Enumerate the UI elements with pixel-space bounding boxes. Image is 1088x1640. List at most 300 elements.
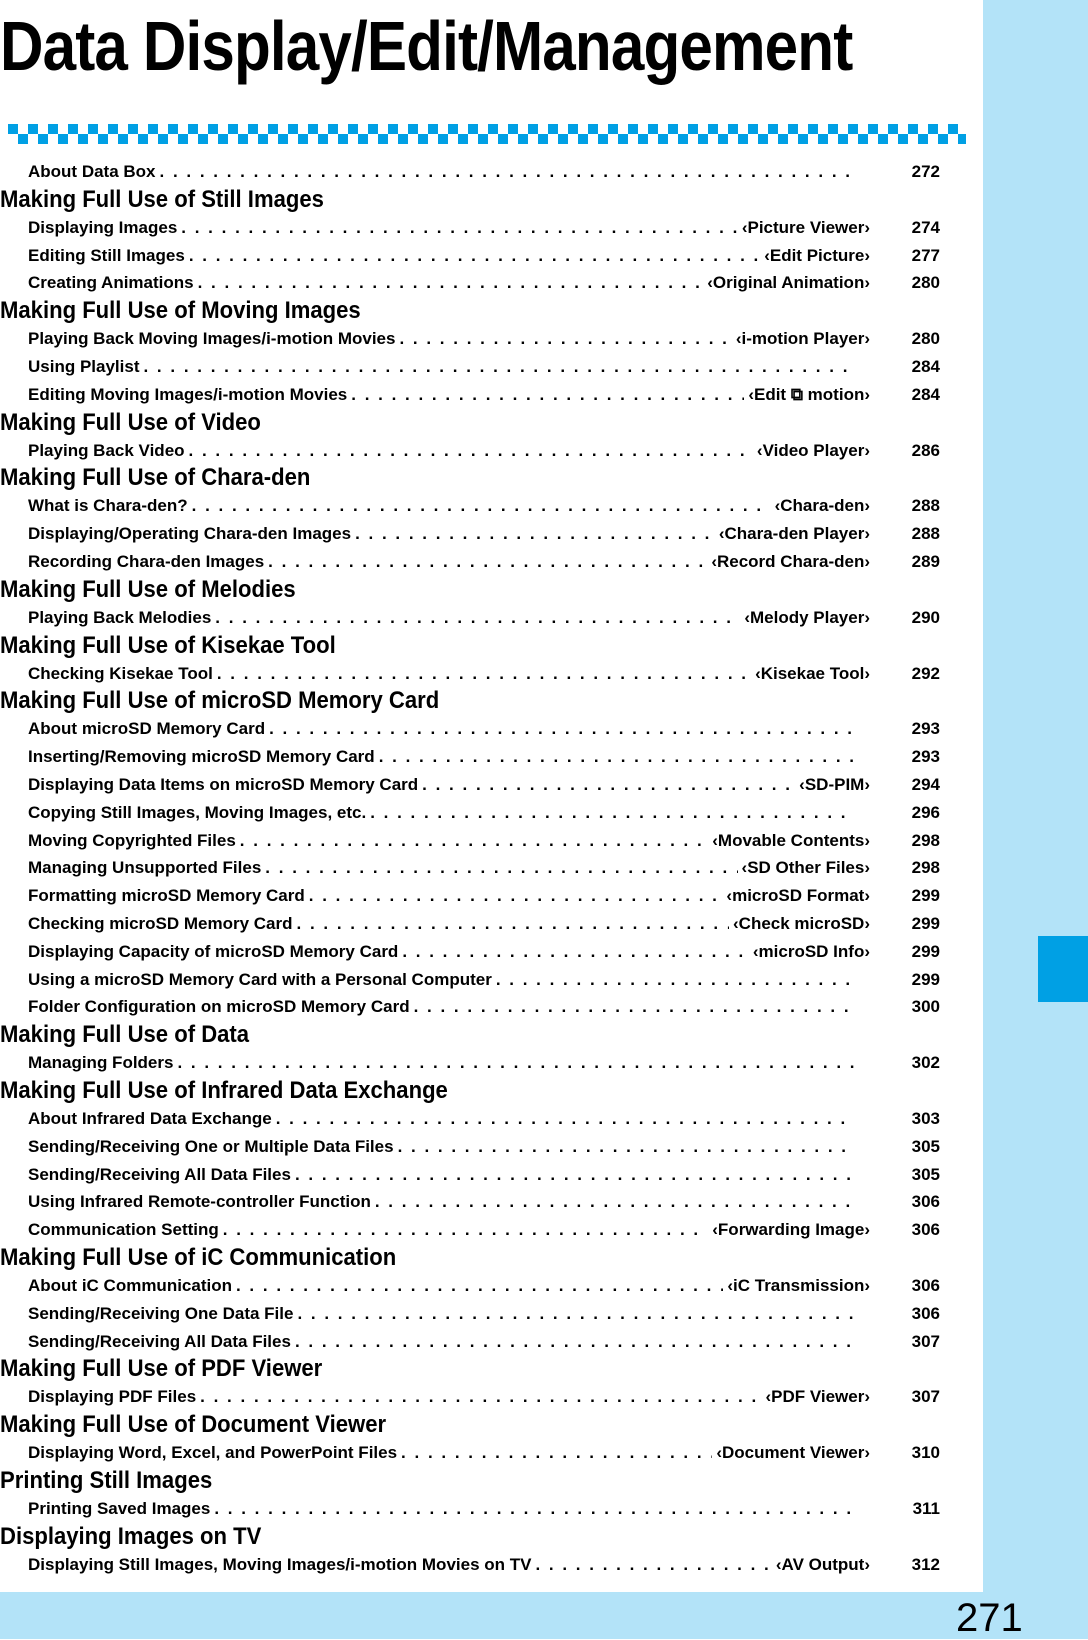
toc-entry-label: Displaying Images	[28, 217, 178, 237]
checker-square	[878, 134, 888, 144]
checker-square	[378, 134, 388, 144]
leader-dots	[217, 660, 751, 688]
toc-section	[0, 1467, 945, 1523]
toc-entry-page: 293	[911, 719, 940, 739]
toc-entry-label: Checking Kisekae Tool	[28, 663, 213, 683]
checker-square	[938, 134, 948, 144]
toc-entry[interactable]	[0, 520, 945, 548]
checker-square	[48, 124, 58, 134]
toc-entry[interactable]	[0, 1495, 945, 1523]
toc-entry[interactable]	[0, 827, 945, 855]
toc-section	[0, 1411, 945, 1467]
toc-entry-page: 272	[911, 162, 940, 181]
toc-entry-page: 312	[911, 1554, 940, 1574]
table-of-contents	[0, 158, 945, 1578]
leader-dots	[414, 993, 854, 1021]
toc-entry-label: Creating Animations	[28, 273, 194, 293]
leader-dots	[402, 938, 749, 966]
checker-square	[578, 134, 588, 144]
toc-entry-page: 307	[911, 1387, 940, 1407]
toc-section	[0, 1077, 945, 1244]
toc-entry-page: 300	[911, 997, 940, 1017]
checker-square	[678, 134, 688, 144]
toc-entry-label: Sending/Receiving One or Multiple Data Files	[28, 1136, 394, 1156]
checker-square	[268, 124, 278, 134]
checker-square	[238, 134, 248, 144]
toc-entry-label: Displaying Word, Excel, and PowerPoint Files	[28, 1443, 398, 1463]
toc-section-heading: Making Full Use of Melodies	[0, 575, 296, 603]
toc-sections	[0, 186, 945, 1579]
checker-square	[78, 134, 88, 144]
toc-entry-label: Playing Back Moving Images/i-motion Movies	[28, 329, 396, 349]
toc-entry-function: ‹Forwarding Image›	[712, 1220, 870, 1240]
toc-entry[interactable]	[0, 437, 945, 465]
toc-entry-page: 307	[911, 1331, 940, 1351]
toc-entry-function: ‹Record Chara-den›	[711, 551, 870, 571]
toc-entry[interactable]	[0, 1551, 945, 1579]
toc-entry-function: ‹iC Transmission›	[727, 1275, 870, 1295]
toc-entry[interactable]	[0, 242, 945, 270]
toc-entry-label: Managing Folders	[28, 1053, 174, 1073]
checker-divider	[8, 124, 966, 144]
leader-dots	[375, 1188, 854, 1216]
checker-square	[648, 124, 658, 134]
toc-entry-label: Displaying Capacity of microSD Memory Card	[28, 941, 399, 961]
checker-square	[548, 124, 558, 134]
toc-entry[interactable]	[0, 492, 945, 520]
toc-entry[interactable]	[0, 1328, 945, 1356]
toc-entry[interactable]	[0, 1049, 945, 1077]
checker-square	[588, 124, 598, 134]
leader-dots	[143, 353, 854, 381]
toc-entry-label: About Infrared Data Exchange	[28, 1108, 272, 1128]
toc-section-heading: Making Full Use of Moving Images	[0, 297, 361, 325]
checker-square	[898, 134, 908, 144]
toc-entry[interactable]	[0, 1383, 945, 1411]
checker-square	[18, 134, 28, 144]
checker-square	[928, 124, 938, 134]
leader-dots	[192, 492, 771, 520]
toc-section-heading: Making Full Use of iC Communication	[0, 1243, 397, 1271]
toc-entry-function: ‹Check microSD›	[733, 913, 870, 933]
leader-dots	[160, 158, 855, 186]
toc-entry-label: Moving Copyrighted Files	[28, 830, 236, 850]
toc-entry-label: Displaying PDF Files	[28, 1387, 197, 1407]
toc-entry-label: Copying Still Images, Moving Images, etc.	[28, 802, 367, 822]
checker-square	[888, 124, 898, 134]
checker-square	[258, 134, 268, 144]
toc-entry[interactable]	[0, 1105, 945, 1133]
toc-entry-label: Displaying Still Images, Moving Images/i-motion Movies on TV	[28, 1554, 532, 1574]
checker-square	[298, 134, 308, 144]
checker-square	[658, 134, 668, 144]
toc-entry-page: 302	[911, 1053, 940, 1073]
toc-entry-page: 303	[911, 1108, 940, 1128]
checker-square	[728, 124, 738, 134]
leader-dots	[309, 882, 723, 910]
side-color-band	[983, 0, 1088, 1639]
toc-entry-function: ‹Picture Viewer›	[741, 217, 870, 237]
checker-square	[248, 124, 258, 134]
toc-entry-label: Using Playlist	[28, 356, 140, 376]
toc-entry-page: 292	[911, 663, 940, 683]
page-number: 271	[956, 1596, 1023, 1640]
toc-entry-page: 288	[911, 496, 940, 516]
checker-square	[858, 134, 868, 144]
toc-section-heading: Making Full Use of PDF Viewer	[0, 1355, 323, 1383]
checker-square	[388, 124, 398, 134]
toc-entry-function: ‹AV Output›	[775, 1554, 870, 1574]
checker-square	[718, 134, 728, 144]
toc-entry[interactable]	[0, 214, 945, 242]
toc-entry[interactable]	[0, 854, 945, 882]
toc-section-heading: Displaying Images on TV	[0, 1522, 262, 1550]
toc-entry-page: 306	[911, 1220, 940, 1240]
toc-entry-page: 299	[911, 941, 940, 961]
toc-entry[interactable]	[0, 715, 945, 743]
checker-square	[128, 124, 138, 134]
toc-entry[interactable]	[0, 1272, 945, 1300]
checker-square	[468, 124, 478, 134]
checker-square	[738, 134, 748, 144]
leader-dots	[295, 1328, 854, 1356]
toc-entry-page: 306	[911, 1303, 940, 1323]
toc-section-heading: Making Full Use of Document Viewer	[0, 1411, 387, 1439]
bottom-color-band	[0, 1592, 1088, 1639]
toc-entry-label: Editing Still Images	[28, 245, 185, 265]
toc-entry[interactable]	[0, 548, 945, 576]
leader-dots	[265, 854, 737, 882]
checker-square	[428, 124, 438, 134]
leader-dots	[236, 1272, 723, 1300]
leader-dots	[297, 910, 730, 938]
checker-square	[148, 124, 158, 134]
checker-square	[198, 134, 208, 144]
toc-entry[interactable]	[0, 1188, 945, 1216]
toc-entry-page: 296	[911, 802, 940, 822]
checker-square	[788, 124, 798, 134]
toc-entry-label: Formatting microSD Memory Card	[28, 886, 305, 906]
checker-square	[478, 134, 488, 144]
toc-entry-label: Communication Setting	[28, 1220, 219, 1240]
checker-square	[328, 124, 338, 134]
checker-square	[88, 124, 98, 134]
toc-entry[interactable]	[0, 1161, 945, 1189]
toc-section	[0, 1021, 945, 1077]
toc-entry-page: 305	[911, 1136, 940, 1156]
toc-entry-label: Sending/Receiving All Data Files	[28, 1331, 291, 1351]
toc-entry-function: ‹Edit ⧉ motion›	[748, 384, 870, 404]
checker-square	[208, 124, 218, 134]
leader-dots	[189, 437, 753, 465]
leader-dots	[276, 1105, 854, 1133]
toc-entry-label: Using a microSD Memory Card with a Personal Computer	[28, 969, 492, 989]
toc-section	[0, 1523, 945, 1579]
toc-entry-page: 298	[911, 830, 940, 850]
checker-square	[508, 124, 518, 134]
toc-entry-label: Playing Back Video	[28, 440, 185, 460]
checker-square	[518, 134, 528, 144]
toc-entry[interactable]	[0, 325, 945, 353]
toc-entry-function: ‹Kisekae Tool›	[755, 663, 870, 683]
checker-square	[338, 134, 348, 144]
checker-square	[558, 134, 568, 144]
toc-entry[interactable]	[0, 1300, 945, 1328]
checker-square	[318, 134, 328, 144]
toc-entry-page: 277	[911, 245, 940, 265]
leader-dots	[297, 1300, 854, 1328]
leader-dots	[399, 325, 731, 353]
toc-entry-page: 299	[911, 913, 940, 933]
leader-dots	[379, 743, 854, 771]
toc-entry-label: Managing Unsupported Files	[28, 858, 262, 878]
toc-entry-label: Sending/Receiving All Data Files	[28, 1164, 291, 1184]
toc-entry[interactable]	[0, 604, 945, 632]
checker-square	[218, 134, 228, 144]
toc-entry-function: ‹Chara-den›	[774, 496, 870, 516]
checker-square	[168, 124, 178, 134]
leader-dots	[189, 242, 760, 270]
toc-entry-label: What is Chara-den?	[28, 496, 188, 516]
checker-square	[158, 134, 168, 144]
checker-square	[28, 124, 38, 134]
toc-section	[0, 1244, 945, 1355]
leader-dots	[214, 1495, 854, 1523]
toc-entry-page: 274	[911, 217, 940, 237]
toc-entry-function: ‹SD Other Files›	[741, 858, 870, 878]
leader-dots	[496, 966, 854, 994]
checker-square	[178, 134, 188, 144]
checker-square	[278, 134, 288, 144]
toc-section	[0, 576, 945, 632]
leader-dots	[355, 520, 715, 548]
checker-square	[418, 134, 428, 144]
leader-dots	[422, 771, 795, 799]
checker-square	[948, 124, 958, 134]
toc-section-heading: Making Full Use of Infrared Data Exchange	[0, 1076, 448, 1104]
toc-section-heading: Making Full Use of Chara-den	[0, 464, 311, 492]
checker-square	[708, 124, 718, 134]
leader-dots	[269, 715, 854, 743]
checker-square	[958, 134, 966, 144]
toc-entry-label: Recording Chara-den Images	[28, 551, 265, 571]
checker-square	[638, 134, 648, 144]
toc-entry-function: ‹Chara-den Player›	[718, 524, 870, 544]
leader-dots	[200, 1383, 761, 1411]
toc-section	[0, 297, 945, 408]
toc-entry-function: ‹PDF Viewer›	[765, 1387, 870, 1407]
checker-square	[118, 134, 128, 144]
leader-dots	[268, 548, 707, 576]
toc-entry-page: 284	[911, 384, 940, 404]
toc-entry[interactable]	[0, 660, 945, 688]
toc-section-heading: Making Full Use of Data	[0, 1021, 250, 1049]
toc-entry-page: 294	[911, 774, 940, 794]
toc-entry-page: 284	[911, 356, 940, 376]
checker-square	[748, 124, 758, 134]
toc-entry-function: ‹Original Animation›	[707, 273, 870, 293]
toc-entry-label: About iC Communication	[28, 1275, 232, 1295]
toc-entry-page: 289	[911, 551, 940, 571]
toc-entry-label: Checking microSD Memory Card	[28, 913, 293, 933]
checker-square	[68, 124, 78, 134]
leader-dots	[351, 381, 744, 409]
checker-square	[608, 124, 618, 134]
toc-entry-function: ‹Melody Player›	[744, 607, 870, 627]
checker-square	[528, 124, 538, 134]
checker-square	[828, 124, 838, 134]
checker-square	[108, 124, 118, 134]
leader-dots	[535, 1551, 771, 1579]
toc-section-heading: Making Full Use of microSD Memory Card	[0, 687, 440, 715]
checker-square	[398, 134, 408, 144]
toc-entry[interactable]	[0, 1216, 945, 1244]
toc-section-heading: Making Full Use of Still Images	[0, 185, 324, 213]
toc-entry[interactable]	[0, 381, 945, 409]
checker-square	[8, 124, 18, 134]
toc-entry[interactable]	[0, 1439, 945, 1467]
toc-section	[0, 1355, 945, 1411]
checker-square	[778, 134, 788, 144]
toc-entry[interactable]	[0, 966, 945, 994]
toc-entry-label: Inserting/Removing microSD Memory Card	[28, 747, 375, 767]
toc-entry[interactable]	[0, 1133, 945, 1161]
checker-square	[848, 124, 858, 134]
toc-entry-page: 280	[911, 273, 940, 293]
checker-square	[688, 124, 698, 134]
toc-entry-function: ‹microSD Info›	[752, 941, 870, 961]
checker-square	[568, 124, 578, 134]
toc-section-heading: Making Full Use of Kisekae Tool	[0, 631, 336, 659]
toc-entry[interactable]	[0, 910, 945, 938]
checker-square	[448, 124, 458, 134]
toc-section	[0, 186, 945, 297]
toc-section-heading: Making Full Use of Video	[0, 408, 261, 436]
leader-dots	[181, 214, 738, 242]
toc-entry[interactable]	[0, 882, 945, 910]
checker-square	[768, 124, 778, 134]
toc-entry-page: 306	[911, 1192, 940, 1212]
toc-entry-function: ‹i-motion Player›	[735, 329, 870, 349]
checker-square	[358, 134, 368, 144]
toc-entry-label: Playing Back Melodies	[28, 607, 212, 627]
toc-section	[0, 687, 945, 1021]
toc-entry-label: Sending/Receiving One Data File	[28, 1303, 294, 1323]
toc-entry[interactable]	[0, 743, 945, 771]
toc-entry-page: 288	[911, 524, 940, 544]
toc-entry-function: ‹SD-PIM›	[799, 774, 870, 794]
checker-square	[408, 124, 418, 134]
checker-square	[918, 134, 928, 144]
toc-entry-page: 299	[911, 886, 940, 906]
toc-entry-page: 305	[911, 1164, 940, 1184]
leader-dots	[177, 1049, 854, 1077]
toc-entry-page: 293	[911, 747, 940, 767]
checker-square	[58, 134, 68, 144]
toc-entry-page: 286	[911, 440, 940, 460]
leader-dots	[401, 1439, 712, 1467]
toc-entry-label: Folder Configuration on microSD Memory Card	[28, 997, 410, 1017]
checker-square	[668, 124, 678, 134]
toc-entry[interactable]	[0, 158, 945, 186]
checker-square	[438, 134, 448, 144]
toc-entry-page: 280	[911, 329, 940, 349]
toc-entry-label: Displaying/Operating Chara-den Images	[28, 524, 352, 544]
leader-dots	[370, 799, 854, 827]
checker-square	[228, 124, 238, 134]
checker-square	[458, 134, 468, 144]
checker-square	[538, 134, 548, 144]
checker-square	[628, 124, 638, 134]
toc-entry[interactable]	[0, 799, 945, 827]
checker-square	[288, 124, 298, 134]
leader-dots	[240, 827, 708, 855]
checker-square	[868, 124, 878, 134]
toc-section	[0, 409, 945, 465]
toc-entry-label: Displaying Data Items on microSD Memory Card	[28, 774, 419, 794]
checker-square	[348, 124, 358, 134]
toc-entry-page: 306	[911, 1275, 940, 1295]
toc-entry[interactable]	[0, 938, 945, 966]
checker-square	[138, 134, 148, 144]
checker-square	[618, 134, 628, 144]
checker-square	[838, 134, 848, 144]
checker-square	[98, 134, 108, 144]
toc-entry[interactable]	[0, 269, 945, 297]
leader-dots	[295, 1161, 854, 1189]
checker-square	[368, 124, 378, 134]
toc-entry-function: ‹Movable Contents›	[712, 830, 870, 850]
checker-square	[598, 134, 608, 144]
checker-square	[488, 124, 498, 134]
chapter-tab-marker	[1038, 936, 1088, 1002]
checker-square	[908, 124, 918, 134]
toc-entry-page: 290	[911, 607, 940, 627]
checker-square	[188, 124, 198, 134]
checker-square	[818, 134, 828, 144]
toc-entry-function: ‹Edit Picture›	[764, 245, 870, 265]
toc-entry-page: 299	[911, 969, 940, 989]
page-title: Data Display/Edit/Management	[0, 7, 853, 85]
toc-entry-page: 311	[912, 1498, 940, 1518]
toc-entry-function: ‹Document Viewer›	[716, 1443, 870, 1463]
leader-dots	[223, 1216, 708, 1244]
toc-entry-label: Printing Saved Images	[28, 1498, 211, 1518]
checker-square	[798, 134, 808, 144]
toc-entry[interactable]	[0, 353, 945, 381]
toc-entry-label: Using Infrared Remote-controller Function	[28, 1192, 371, 1212]
toc-entry-page: 298	[911, 858, 940, 878]
checker-square	[498, 134, 508, 144]
checker-square	[808, 124, 818, 134]
toc-entry-label: About microSD Memory Card	[28, 719, 266, 739]
leader-dots	[215, 604, 740, 632]
toc-section	[0, 464, 945, 575]
checker-square	[698, 134, 708, 144]
checker-square	[758, 134, 768, 144]
toc-entry-label: About Data Box	[28, 162, 156, 181]
toc-section	[0, 632, 945, 688]
toc-entry-function: ‹microSD Format›	[726, 886, 870, 906]
checker-square	[38, 134, 48, 144]
toc-entry[interactable]	[0, 993, 945, 1021]
leader-dots	[398, 1133, 854, 1161]
checker-square	[308, 124, 318, 134]
toc-entry-function: ‹Video Player›	[756, 440, 870, 460]
leader-dots	[198, 269, 704, 297]
toc-entry[interactable]	[0, 771, 945, 799]
toc-entry-label: Editing Moving Images/i-motion Movies	[28, 384, 348, 404]
